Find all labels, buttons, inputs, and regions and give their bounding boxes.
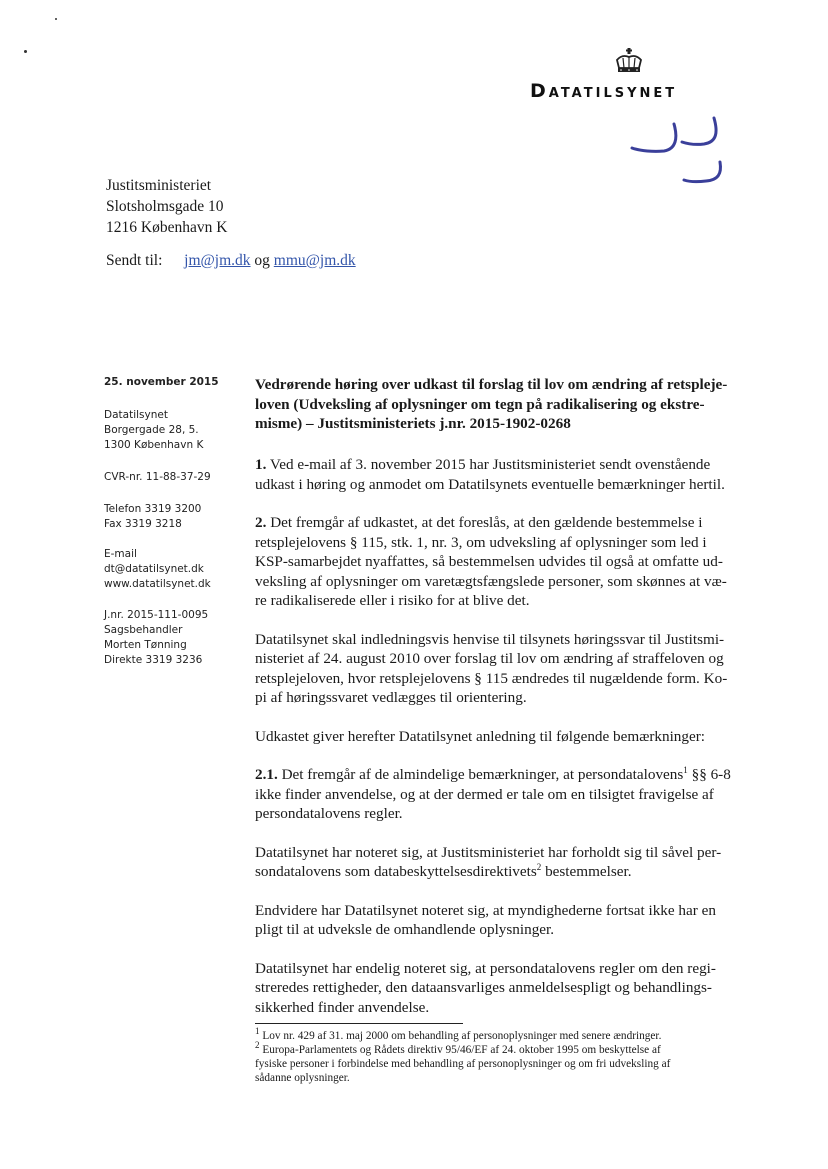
recipient-line: Justitsministeriet (106, 177, 212, 194)
phone-number: Telefon 3319 3200 (104, 503, 202, 515)
sender-website[interactable]: www.datatilsynet.dk (104, 578, 211, 590)
sent-to-label: Sendt til: (106, 252, 163, 269)
case-number: J.nr. 2015-111-0095 (104, 609, 209, 621)
paragraph-1: 1. Ved e-mail af 3. november 2015 har Justitsministeriet sendt ovenstående udkast i høring og anmodet om Datatilsynets eventuelle bemærkninger hertil. (255, 456, 725, 493)
paragraph-6: Datatilsynet har noteret sig, at Justitsministeriet har forholdt sig til såvel per- sondatalovens som databeskyttelsesdirektivets$^2$ bestemmelser. (255, 843, 722, 880)
footnote-1: $^1$ Lov nr. 429 af 31. maj 2000 om behandling af personoplysninger med senere ændringer. (255, 1026, 662, 1042)
case-officer-name: Morten Tønning (104, 639, 187, 651)
email-link-mmu[interactable]: mmu@jm.dk (273, 252, 356, 269)
letter-body (255, 455, 780, 1017)
paragraph-4: Udkastet giver herefter Datatilsynet anledning til følgende bemærkninger: (255, 727, 705, 745)
scan-speck (24, 50, 27, 53)
email-link-jm[interactable]: jm@jm.dk (184, 252, 251, 269)
paragraph-5: 2.1. Det fremgår af de almindelige bemærkninger, at persondatalovens$^1$ §§ 6-8 ikke finder anvendelse, og at der dermed er tale om en tilsigtet fravigelse af persondatalovens regler. (255, 764, 731, 822)
footnotes (255, 1026, 775, 1085)
recipient-address (106, 175, 227, 238)
paragraph-7: Endvidere har Datatilsynet noteret sig, at myndighederne fortsat ikke har en pligt til at udveksle de omhandlende oplysninger. (255, 901, 716, 938)
subject-line: loven (Udveksling af oplysninger om tegn på radikalisering og ekstre- (255, 395, 705, 413)
case-officer-label: Sagsbehandler (104, 624, 183, 636)
scan-speck (55, 18, 57, 20)
subject-line: Vedrørende høring over udkast til forslag til lov om ændring af retspleje- (255, 376, 728, 393)
sender-city: 1300 København K (104, 439, 204, 451)
letter-date: 25. november 2015 (104, 376, 219, 388)
paragraph-2: 2. Det fremgår af udkastet, at det foreslås, at den gældende bestemmelse i retsplejelovens § 115, stk. 1, nr. 3, om udveksling af oplysninger som led i KSP-samarbejdet nyaffattes, så bestemmelsen udvides til også at omfatte ud- veksling af oplysninger om varetægtsfængslede personer, som skønnes at væ- re radikaliserede eller i risiko for at blive det. (255, 514, 727, 609)
footnote-ref: 2 (536, 861, 542, 872)
sender-sidebar (104, 375, 244, 668)
email-label: E-mail (104, 548, 137, 560)
logo-wordmark: Datatilsynet (530, 80, 678, 102)
fax-number: Fax 3319 3218 (104, 518, 182, 530)
footnote-2: $^2$ Europa-Parlamentets og Rådets direktiv 95/46/EF af 24. oktober 1995 om beskyttelse af fysiske personer i forbindelse med behandling af personoplysninger og om fri udveksling af sådanne oplysninger. (255, 1040, 671, 1084)
paragraph-3: Datatilsynet skal indledningsvis henvise til tilsynets høringssvar til Justitsmi- nisteriet af 24. august 2010 over forslag til lov om ændring af straffeloven og retsplejeloven, hvor retsplejelovens § 115 ændredes til nugældende form. Ko- pi af høringssvaret vedlægges til orientering. (255, 630, 728, 706)
recipient-line: 1216 København K (106, 219, 228, 236)
crown-logo-icon (614, 48, 644, 76)
paragraph-number: 2. (255, 514, 267, 531)
footnote-rule (255, 1023, 463, 1024)
footnote-ref: 1 (683, 764, 688, 775)
recipient-line: Slotsholmsgade 10 (106, 198, 224, 215)
letter-subject (255, 375, 775, 434)
sent-to-line (106, 252, 356, 270)
direct-phone: Direkte 3319 3236 (104, 654, 203, 666)
paragraph-8: Datatilsynet har endelig noteret sig, at persondatalovens regler om den regi- streredes rettigheder, den dataansvarliges anmeldelsespligt og behandlings- sikkerhed finder anvendelse. (255, 959, 716, 1016)
sender-street: Borgergade 28, 5. (104, 424, 199, 436)
sender-email[interactable]: dt@datatilsynet.dk (104, 563, 204, 575)
paragraph-number: 2.1. (255, 766, 278, 783)
cvr-number: CVR-nr. 11-88-37-29 (104, 471, 211, 483)
subject-line: misme) – Justitsministeriets j.nr. 2015-1902-0268 (255, 415, 571, 432)
sender-name: Datatilsynet (104, 409, 168, 421)
handwritten-initials (628, 114, 732, 195)
paragraph-number: 1. (255, 456, 267, 473)
sent-to-connector: og (254, 252, 270, 269)
